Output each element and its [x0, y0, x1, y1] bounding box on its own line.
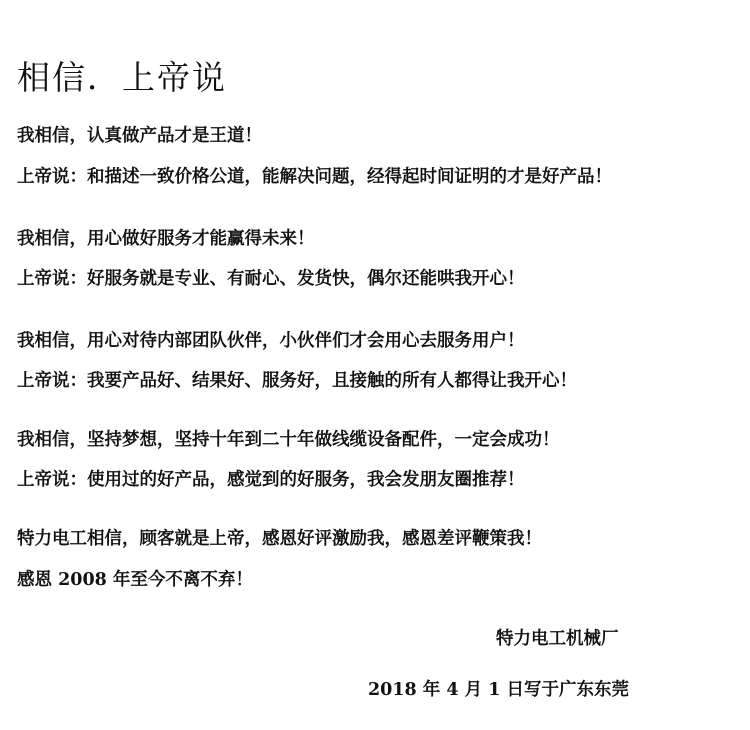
belief-line-3: 我相信，用心对待内部团队伙伴，小伙伴们才会用心去服务用户！: [17, 331, 525, 351]
god-says-line-3: 上帝说：我要产品好、结果好、服务好，且接触的所有人都得让我开心！: [17, 371, 577, 391]
signature-company: 特力电工机械厂: [496, 629, 619, 649]
signature-date: 2018 年 4 月 1 日写于广东东莞: [368, 680, 630, 700]
god-says-line-2: 上帝说：好服务就是专业、有耐心、发货快，偶尔还能哄我开心！: [17, 269, 525, 289]
belief-line-1: 我相信，认真做产品才是王道！: [17, 126, 262, 146]
page-title: 相信．上帝说: [17, 58, 227, 97]
belief-line-2: 我相信，用心做好服务才能赢得未来！: [17, 229, 315, 249]
belief-line-4: 我相信，坚持梦想，坚持十年到二十年做线缆设备配件，一定会成功！: [17, 430, 560, 450]
god-says-line-1: 上帝说：和描述一致价格公道，能解决问题，经得起时间证明的才是好产品！: [17, 167, 612, 187]
closing-line-2: 感恩 2008 年至今不离不弃！: [17, 570, 253, 590]
closing-line-1: 特力电工相信，顾客就是上帝，感恩好评激励我，感恩差评鞭策我！: [17, 529, 542, 549]
god-says-line-4: 上帝说：使用过的好产品，感觉到的好服务，我会发朋友圈推荐！: [17, 470, 525, 490]
